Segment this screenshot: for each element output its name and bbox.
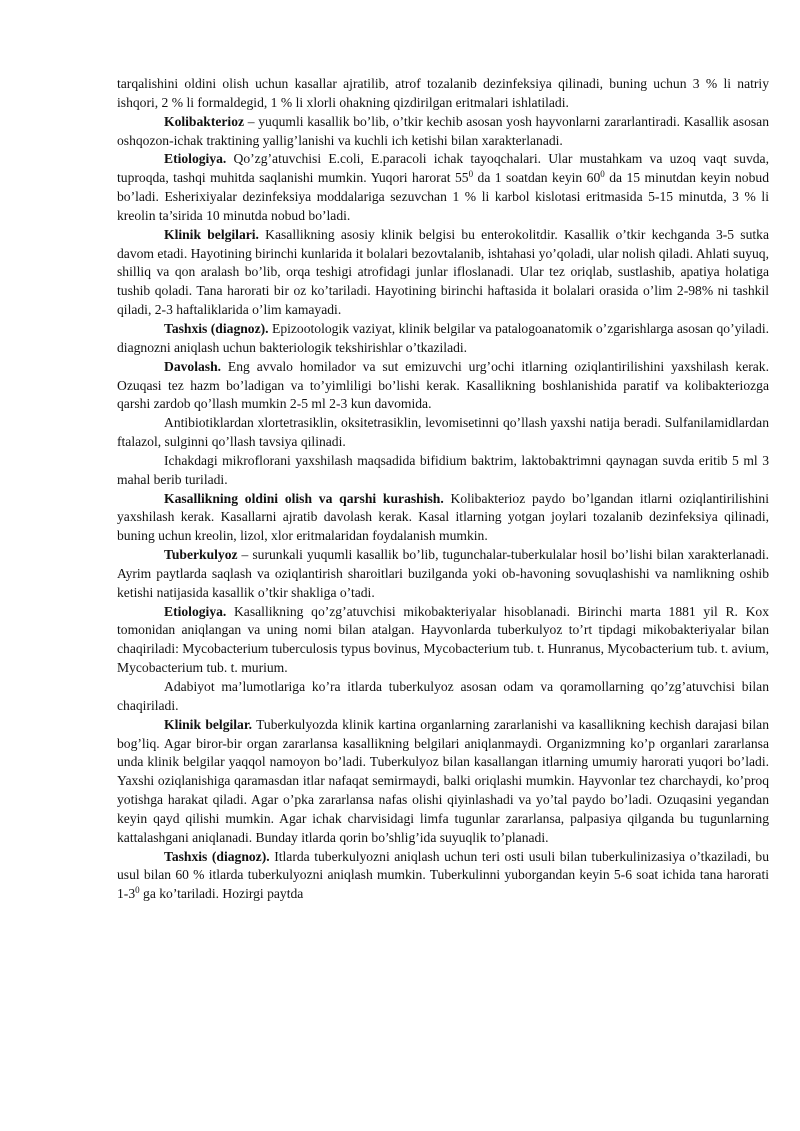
paragraph-kolibakterioz-davolash [117, 358, 769, 415]
degree-superscript: 0 [135, 885, 140, 896]
paragraph-antibiotiklar [117, 414, 769, 452]
section-heading: Tuberkulyoz [164, 547, 238, 563]
paragraph-text: Kasallikning qo’zg’atuvchisi mikobakteriyalar hisoblanadi. Birinchi marta 1881 yil R. Kox tomonidan aniqlangan va uning nomi bilan atalgan. Hayvonlarda tuberkulyoz to’rt tipdagi mikobakteriyalar bilan chaqiriladi: Mycobacterium tuberculosis typus bovinus, Mycobacterium tub. t. Hunranus, Mycobacterium tub. t. avium, Mycobacterium tub. t. murium. [117, 603, 769, 676]
paragraph-0 [117, 75, 769, 113]
paragraph-text: tarqalishini oldini olish uchun kasallar ajratilib, atrof tozalanib dezinfeksiya qilinadi, buning uchun 3 % li natriy ishqori, 2 % li formaldegid, 1 % li xlorli ohakning qizdirilgan eritmalari ishlatiladi. [117, 76, 769, 110]
section-heading: Tashxis (diagnoz). [164, 320, 269, 336]
paragraph-text: da 15 minutdan keyin nobud bo’ladi. Esherixiyalar dezinfeksiya moddalariga sezuvchan 1 % li karbol kislotasi eritmasida 5-15 minutda, 3 % li kreolin ta’sirida 10 minutda nobud bo’ladi. [117, 170, 769, 223]
paragraph-text: Antibiotiklardan xlortetrasiklin, oksitetrasiklin, levomisetinni qo’llash yaxshi natija beradi. Sulfanilamidlardan ftalazol, sulginni qo’llash tavsiya qilinadi. [117, 415, 769, 450]
paragraph-adabiyot [117, 678, 769, 716]
degree-superscript: 0 [600, 169, 605, 180]
paragraph-text: Epizootologik vaziyat, klinik belgilar va patalogoanatomik o’zgarishlarga asosan qo’yiladi. diagnozni aniqlash uchun bakteriologik tekshirishlar o’tkaziladi. [117, 320, 769, 355]
section-heading: Kolibakterioz [164, 113, 245, 129]
paragraph-kolibakterioz-etiologiya [117, 150, 769, 225]
paragraph-text: Kolibakterioz paydo bo’lgandan itlarni oziqlantirilishini yaxshilash kerak. Kasallarni ajratib davolash kerak. Kasal itlarning yotgan joylari tozalanib dezinfeksiya qilinadi, buning uchun kreolin, lizol, xlor eritmalaridan foydalanish mumkin. [117, 490, 769, 544]
paragraph-tuberkulyoz-klinik-belgilar [117, 716, 769, 848]
paragraph-tuberkulyoz-tashxis [117, 848, 769, 905]
paragraph-tuberkulyoz-intro [117, 546, 769, 603]
paragraph-text: da 1 soatdan keyin 60 [473, 170, 601, 186]
paragraph-text: – surunkali yuqumli kasallik bo’lib, tugunchalar-tuberkulalar hosil bo’lishi bilan xarakterlanadi. Ayrim paytlarda saqlash va oziqlantirish sharoitlari buzilganda yoki ob-havoning sovuqlashishi va namlikning oshib ketishi natijasida kasallik o’tkir shakliga o’tadi. [117, 547, 769, 600]
paragraph-text: Eng avvalo homilador va sut emizuvchi urg’ochi itlarning oziqlantirilishini yaxshilash kerak. Ozuqasi tez hazm bo’ladigan va to’yimliligi bo’lishi kerak. Kasallikning boshlanishida paratif va kolibakteriozga qarshi zardob qo’llash mumkin 2-5 ml 2-3 kun davomida. [117, 358, 769, 412]
section-heading: Klinik belgilar. [164, 716, 253, 732]
section-heading: Kasallikning oldini olish va qarshi kurashish. [164, 490, 444, 506]
document-page [117, 75, 769, 904]
paragraph-text: Adabiyot ma’lumotlariga ko’ra itlarda tuberkulyoz asosan odam va qoramollarning qo’zg’atuvchisi bilan chaqiriladi. [117, 679, 769, 713]
paragraph-text: – yuqumli kasallik bo’lib, o’tkir kechib asosan yosh hayvonlarni zararlantiradi. Kasallik asosan oshqozon-ichak traktining yallig’lanishi va kuchli ich ketishi bilan xarakterlanadi. [117, 113, 769, 148]
paragraph-text: Ichakdagi mikroflorani yaxshilash maqsadida bifidium baktrim, laktobaktrimni qaynagan suvda eritib 5 ml 3 mahal berib turiladi. [117, 452, 769, 487]
paragraph-tuberkulyoz-etiologiya [117, 603, 769, 678]
paragraph-kolibakterioz-intro [117, 113, 769, 151]
degree-superscript: 0 [468, 169, 474, 180]
paragraph-kolibakterioz-tashxis [117, 320, 769, 358]
paragraph-text: Itlarda tuberkulyozni aniqlash uchun teri osti usuli bilan tuberkulinizasiya o’tkaziladi, bu usul bilan 60 % itlarda tuberkulyozni aniqlash mumkin. Tuberkulinni yuborgandan keyin 5-6 soat ichida tana harorati 1-3 [117, 848, 769, 902]
section-heading: Klinik belgilari. [164, 226, 259, 242]
section-heading: Etiologiya. [164, 151, 227, 167]
paragraph-text: Qo’zg’atuvchisi E.coli, E.paracoli ichak tayoqchalari. Ular mustahkam va uzoq vaqt suvda, tuproqda, tashqi muhitda saqlanishi mumkin. Yuqori harorat 55 [117, 151, 769, 186]
section-heading: Etiologiya. [164, 603, 227, 619]
section-heading: Tashxis (diagnoz). [164, 848, 270, 864]
section-heading: Davolash. [164, 358, 222, 374]
paragraph-kolibakterioz-klinik-belgilari [117, 226, 769, 320]
paragraph-text: ga ko’tariladi. Hozirgi paytda [139, 886, 304, 902]
paragraph-text: Kasallikning asosiy klinik belgisi bu enterokolitdir. Kasallik o’tkir kechganda 3-5 sutka davom etadi. Hayotining birinchi kunlarida it bolalari bezovtalanib, ishtahasi yo’qoladi, ular nolish qiladi. Ahlati suyuq, shilliq va qon aralash bo’lib, orqa teshigi atrofidagi junlar ifloslanadi. Ular tez oriqlab, sustlashib, apatiya holatiga tushib qoladi. Tana harorati bir oz ko’tariladi. Hayotining birinchi haftasida it bolalari orasida o’lim 2-98% ni tashkil qiladi, 2-3 haftaliklarida o’lim kamayadi. [117, 226, 769, 318]
paragraph-kolibakterioz-oldini-olish [117, 490, 769, 547]
paragraph-text: Tuberkulyozda klinik kartina organlarning zararlanishi va kasallikning kechish darajasi bilan bog’liq. Agar biror-bir organ zararlansa kasallikning belgilari aniqlanmaydi. Organizmning ko’p organlari zararlansa unda klinik belgilar yaqqol namoyon bo’ladi. Tuberkulyoz bilan kasallangan itlarning umumiy harorati yuqori bo’ladi. Yaxshi oziqlanishiga qaramasdan itlar nafaqat semirmaydi, balki oriqlashi mumkin. Hayvonlar tez charchaydi, ko’proq yotishga harakat qiladi. Agar o’pka zararlansa nafas olishi qiyinlashadi va yo’tal paydo bo’ladi. Ozuqasini yegandan keyin qayd qilishi mumkin. Agar ichak charvisidagi limfa tugunlar zararlansa, palpasiya qilganda bu tugunlarning kattalashgani aniqlanadi. Bunday itlarda qorin bo’shlig’ida suyuqlik to’planadi. [117, 716, 770, 845]
paragraph-mikroflora [117, 452, 769, 490]
